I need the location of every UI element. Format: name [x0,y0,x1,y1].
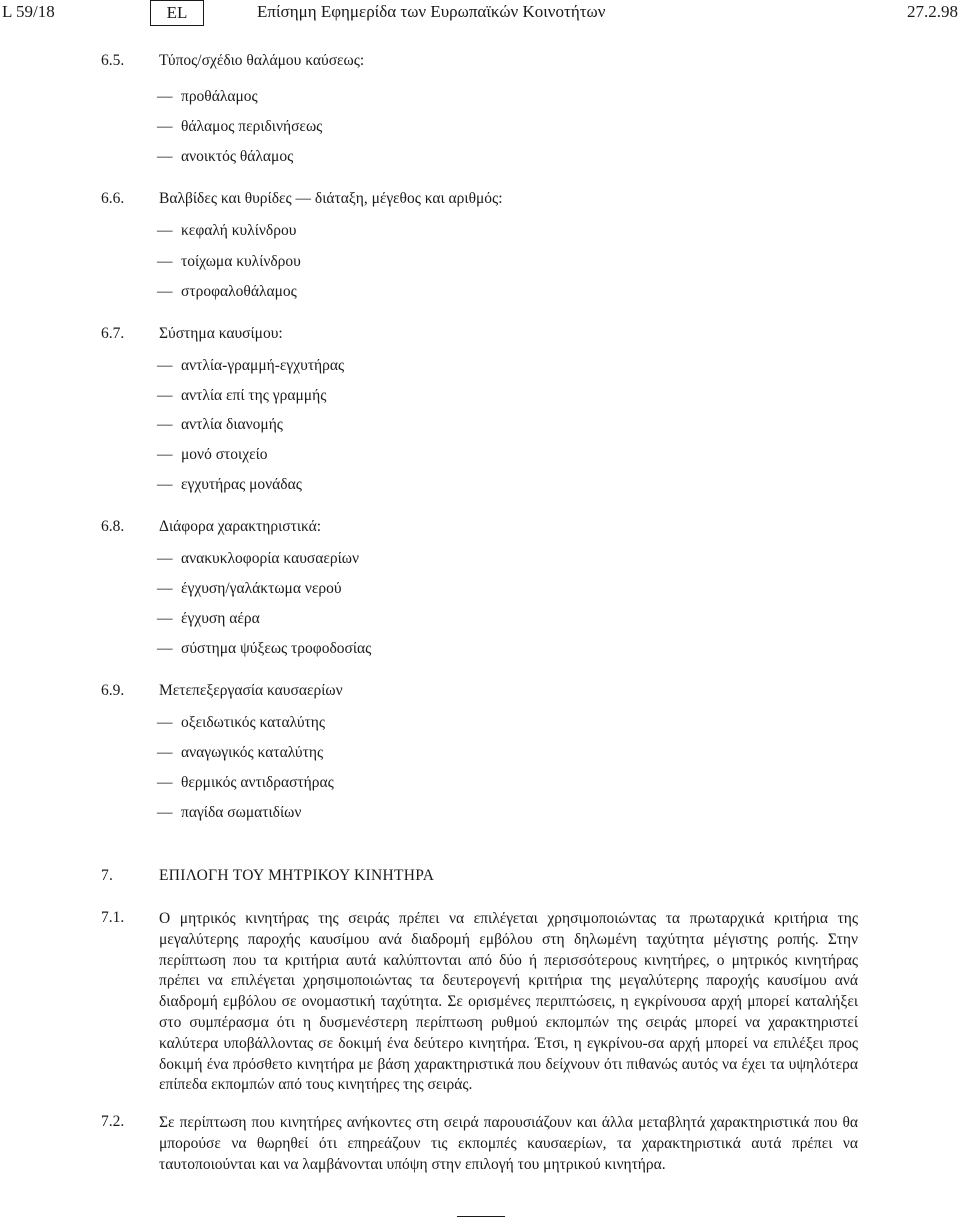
section-heading: Διάφορα χαρακτηριστικά: [159,518,322,535]
footer-rule [457,1216,505,1217]
publication-date: 27.2.98 [907,2,958,21]
list-item: — σύστημα ψύξεως τροφοδοσίας [157,640,372,657]
section-heading: Μετεπεξεργασία καυσαερίων [159,682,343,699]
paragraph-text: Σε περίπτωση που κινητήρες ανήκοντες στη σειρά παρουσιάζουν και άλλα μεταβλητά χαρακτηριστικά που θα μπορούσε να θωρηθεί ότι επηρεάζουν τις εκπομπές καυσαερίων, τα χαρακτηριστικά αυτά πρέπει να ταυτοποιούνται και να λαμβάνονται υπόψη στην επιλογή του μητρικού κινητήρα. [159,1114,858,1173]
list-item: — αντλία επί της γραμμής [157,387,327,404]
paragraph-text: Ο μητρικός κινητήρας της σειράς πρέπει να επιλέγεται χρησιμοποιώντας τα πρωταρχικά κριτήρια της μεγαλύτερης παροχής καυσίμου ανά διαδρομή εμβόλου στη δηλωμένη ταχύτητα μέγιστης ροπής. Στην περίπτωση που τα κριτήρια αυτά καλύπτονται από δύο ή περισσότερους κινητήρες, ο μητρικός κινητήρας πρέπει να επιλέγεται χρησιμοποιώντας τα δευτερογενή κριτήρια της μεγαλύτερης παροχής καυσίμου ανά διαδρομή εμβόλου σε ονομαστική ταχύτητα. Σε ορισμένες περιπτώσεις, η εγκρίνουσα αρχή μπορεί καταλήξει στο συμπέρασμα ότι η δυσμενέστερη περίπτωση ρυθμού εκπομπών της σειράς μπορεί να χαρακτηριστεί καλύτερα υποβάλλοντας σε δοκιμή ένα δεύτερο κινητήρα. Έτσι, η εγκρίνου-σα αρχή μπορεί να επιλέξει προς δοκιμή ένα πρόσθετο κινητήρα με βάση χαρακτηριστικά που δείχνουν ότι πιθανώς αυτός να έχει τα υψηλότερα επίπεδα εκπομπών από τους κινητήρες της σειράς. [159,910,858,1094]
language-box: EL [150,0,204,26]
list-item: — εγχυτήρας μονάδας [157,476,302,493]
list-item: — ανοικτός θάλαμος [157,148,294,165]
section-number: 6.5. [101,52,125,69]
section-heading: Σύστημα καυσίμου: [159,325,283,342]
page-reference: L 59/18 [2,2,55,21]
list-item: — έγχυση αέρα [157,610,260,627]
list-item: — ανακυκλοφορία καυσαερίων [157,550,359,567]
list-item: — μονό στοιχείο [157,446,268,463]
list-item: — αντλία-γραμμή-εγχυτήρας [157,357,345,374]
section-7-title [101,867,435,885]
list-item: — αντλία διανομής [157,416,283,433]
paragraph-number: 7.1. [101,909,125,926]
section-heading: ΕΠΙΛΟΓΗ ΤΟΥ ΜΗΤΡΙΚΟΥ ΚΙΝΗΤΗΡΑ [159,867,435,884]
paragraph-number: 7.2. [101,1113,125,1130]
journal-title: Επίσημη Εφημερίδα των Ευρωπαϊκών Κοινοτήτων [257,2,606,21]
section-number: 6.7. [101,325,125,342]
section-heading: Τύπος/σχέδιο θαλάμου καύσεως: [159,52,365,69]
list-item: — οξειδωτικός καταλύτης [157,714,326,731]
section-number: 6.6. [101,190,125,207]
list-item: — κεφαλή κυλίνδρου [157,222,297,239]
section-number: 7. [101,867,114,884]
list-item: — αναγωγικός καταλύτης [157,744,324,761]
list-item: — τοίχωμα κυλίνδρου [157,253,301,270]
list-item: — έγχυση/γαλάκτωμα νερού [157,580,342,597]
page-header [0,0,960,30]
section-heading: Βαλβίδες και θυρίδες — διάταξη, μέγεθος και αριθμός: [159,190,503,207]
list-item: — στροφαλοθάλαμος [157,283,297,300]
list-item: — θερμικός αντιδραστήρας [157,774,334,791]
list-item: — παγίδα σωματιδίων [157,804,302,821]
list-item: — προθάλαμος [157,88,258,105]
section-number: 6.8. [101,518,125,535]
section-number: 6.9. [101,682,125,699]
list-item: — θάλαμος περιδινήσεως [157,118,323,135]
